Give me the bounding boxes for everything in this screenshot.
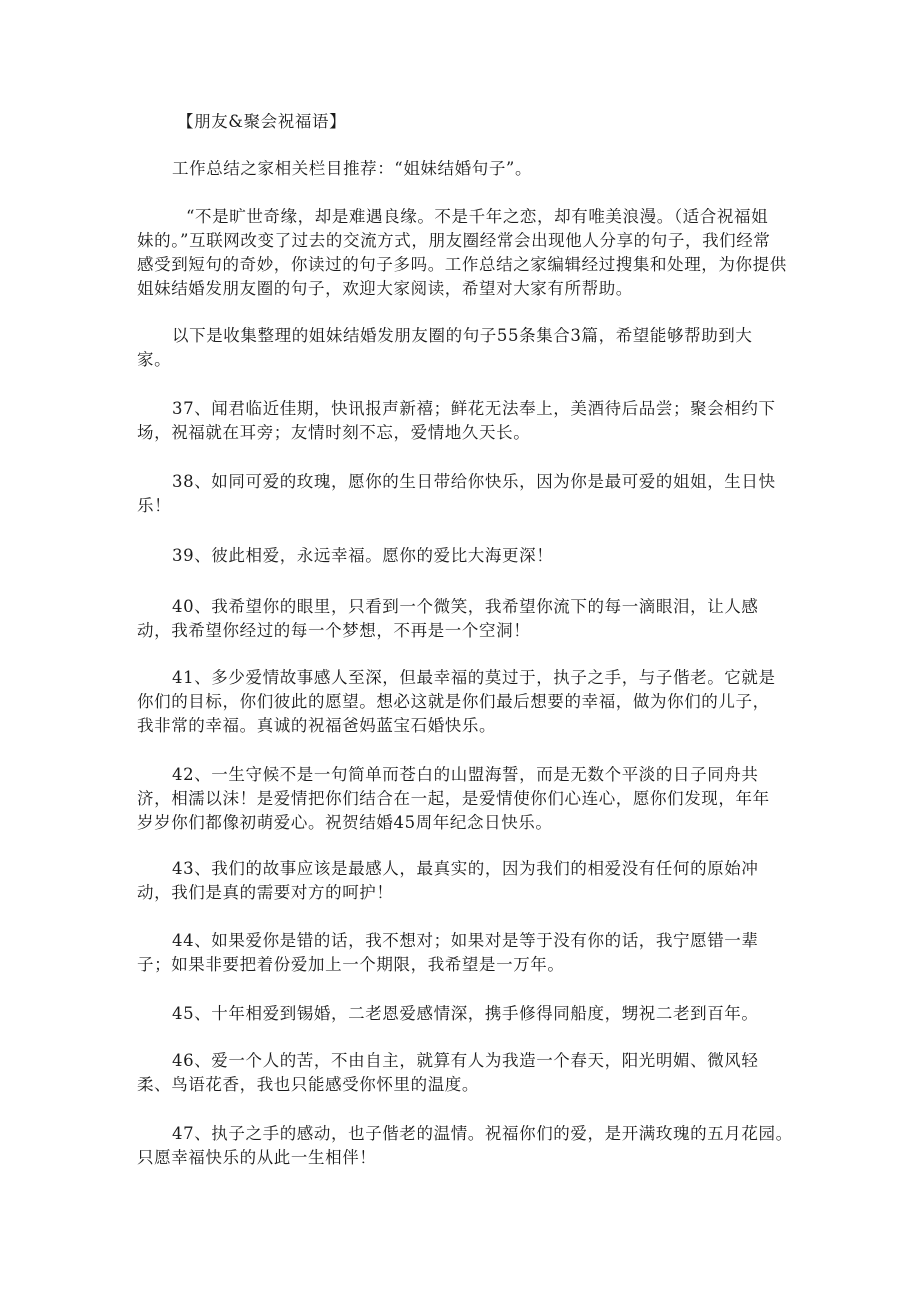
list-item-line: 45、十年相爱到锡婚，二老恩爱感情深，携手修得同船度，甥祝二老到百年。 xyxy=(172,1004,759,1023)
list-item-line: 柔、鸟语花香，我也只能感受你怀里的温度。 xyxy=(137,1075,479,1094)
list-item-line: 场，祝福就在耳旁；友情时刻不忘，爱情地久天长。 xyxy=(137,423,531,442)
list-item-line: 动，我希望你经过的每一个梦想，不再是一个空洞！ xyxy=(137,621,531,640)
recommend-line: 工作总结之家相关栏目推荐：“姐妹结婚句子”。 xyxy=(172,159,533,178)
list-item-line: 岁岁你们都像初萌爱心。祝贺结婚45周年纪念日快乐。 xyxy=(137,813,553,832)
list-item-line: 43、我们的故事应该是最感人，最真实的，因为我们的相爱没有任何的原始冲 xyxy=(172,859,759,878)
list-item-line: 41、多少爱情故事感人至深，但最幸福的莫过于，执子之手，与子偕老。它就是 xyxy=(172,668,776,687)
list-item-line: 42、一生守候不是一句简单而苍白的山盟海誓，而是无数个平淡的日子同舟共 xyxy=(172,765,759,784)
list-item-line: 44、如果爱你是错的话，我不想对；如果对是等于没有你的话，我宁愿错一辈 xyxy=(172,931,759,950)
list-item-line: 47、执子之手的感动，也子偕老的温情。祝福你们的爱，是开满玫瑰的五月花园。 xyxy=(172,1124,793,1143)
list-item-line: 只愿幸福快乐的从此一生相伴！ xyxy=(137,1148,377,1167)
list-item-line: 你们的目标，你们彼此的愿望。想必这就是你们最后想要的幸福，做为你们的儿子， xyxy=(137,692,770,711)
summary-line: 以下是收集整理的姐妹结婚发朋友圈的句子55条集合3篇，希望能够帮助到大 xyxy=(172,326,753,345)
list-item-line: 济，相濡以沫！是爱情把你们结合在一起，是爱情使你们心连心，愿你们发现，年年 xyxy=(137,789,770,808)
intro-line: 感受到短句的奇妙，你读过的句子多吗。工作总结之家编辑经过搜集和处理，为你提供 xyxy=(137,255,787,274)
list-item-line: 39、彼此相爱，永远幸福。愿你的爱比大海更深！ xyxy=(172,546,554,565)
list-item-line: 46、爱一个人的苦，不由自主，就算有人为我造一个春天，阳光明媚、微风轻 xyxy=(172,1051,759,1070)
intro-line: 姐妹结婚发朋友圈的句子，欢迎大家阅读，希望对大家有所帮助。 xyxy=(137,279,633,298)
intro-line: 妹的。”互联网改变了过去的交流方式，朋友圈经常会出现他人分享的句子，我们经常 xyxy=(137,231,771,250)
list-item-line: 40、我希望你的眼里，只看到一个微笑，我希望你流下的每一滴眼泪，让人感 xyxy=(172,597,759,616)
document-title: 【朋友&聚会祝福语】 xyxy=(177,112,347,131)
list-item-line: 子；如果非要把着份爱加上一个期限，我希望是一万年。 xyxy=(137,955,565,974)
list-item-line: 乐！ xyxy=(137,496,172,515)
list-item-line: 38、如同可爱的玫瑰，愿你的生日带给你快乐，因为你是最可爱的姐姐，生日快 xyxy=(172,472,776,491)
list-item-line: 我非常的幸福。真诚的祝福爸妈蓝宝石婚快乐。 xyxy=(137,716,497,735)
intro-line: “不是旷世奇缘，却是难遇良缘。不是千年之恋，却有唯美浪漫。（适合祝福姐 xyxy=(186,207,769,226)
summary-line: 家。 xyxy=(137,350,172,369)
list-item-line: 动，我们是真的需要对方的呵护！ xyxy=(137,883,394,902)
list-item-line: 37、闻君临近佳期，快讯报声新禧；鲜花无法奉上，美酒待后品尝；聚会相约下 xyxy=(172,399,776,418)
